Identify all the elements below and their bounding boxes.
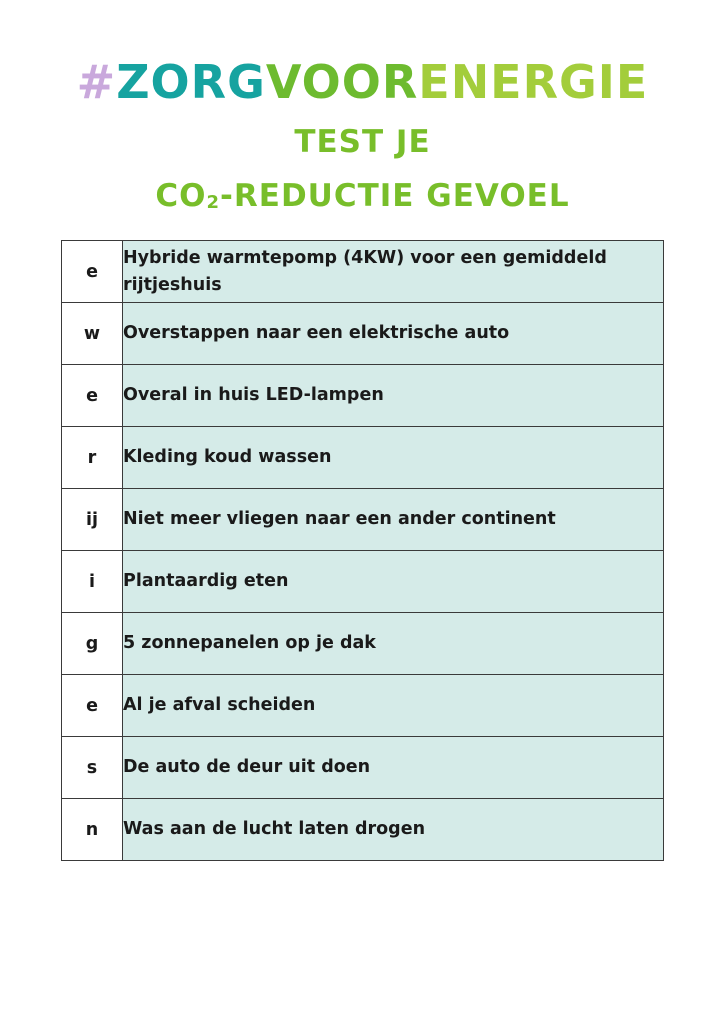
row-text: Niet meer vliegen naar een ander continent xyxy=(123,489,664,551)
table-row xyxy=(62,427,664,489)
title-subscript: 2 xyxy=(206,192,221,213)
table-row xyxy=(62,799,664,861)
row-text: Overal in huis LED-lampen xyxy=(123,365,664,427)
row-letter: i xyxy=(62,551,123,613)
table-row xyxy=(62,551,664,613)
row-letter: n xyxy=(62,799,123,861)
row-letter: r xyxy=(62,427,123,489)
table-row xyxy=(62,489,664,551)
row-text: Plantaardig eten xyxy=(123,551,664,613)
row-text: Kleding koud wassen xyxy=(123,427,664,489)
hashtag-zorg: ZORG xyxy=(116,55,266,109)
row-text: Was aan de lucht laten drogen xyxy=(123,799,664,861)
hashtag-energie: ENERGIE xyxy=(418,55,649,109)
row-text: 5 zonnepanelen op je dak xyxy=(123,613,664,675)
row-letter: w xyxy=(62,303,123,365)
row-letter: s xyxy=(62,737,123,799)
row-text: Overstappen naar een elektrische auto xyxy=(123,303,664,365)
table-row xyxy=(62,303,664,365)
table-row xyxy=(62,241,664,303)
table-row xyxy=(62,365,664,427)
row-letter: e xyxy=(62,365,123,427)
row-letter: e xyxy=(62,675,123,737)
row-text: De auto de deur uit doen xyxy=(123,737,664,799)
table-row xyxy=(62,675,664,737)
table-row xyxy=(62,613,664,675)
hashtag-title xyxy=(0,56,725,108)
row-letter: e xyxy=(62,241,123,303)
title-line-2 xyxy=(0,176,725,223)
title-reductie: -REDUCTIE GEVOEL xyxy=(220,178,570,214)
co2-table xyxy=(61,240,664,861)
table-row xyxy=(62,737,664,799)
title-line-1: TEST JE xyxy=(294,124,431,160)
title-co: CO xyxy=(155,178,207,214)
row-letter: ij xyxy=(62,489,123,551)
row-letter: g xyxy=(62,613,123,675)
hashtag-voor: VOOR xyxy=(265,55,419,109)
row-text: Hybride warmtepomp (4KW) voor een gemiddeld rijtjeshuis xyxy=(123,241,664,303)
hashtag-symbol: # xyxy=(76,55,117,109)
row-text: Al je afval scheiden xyxy=(123,675,664,737)
